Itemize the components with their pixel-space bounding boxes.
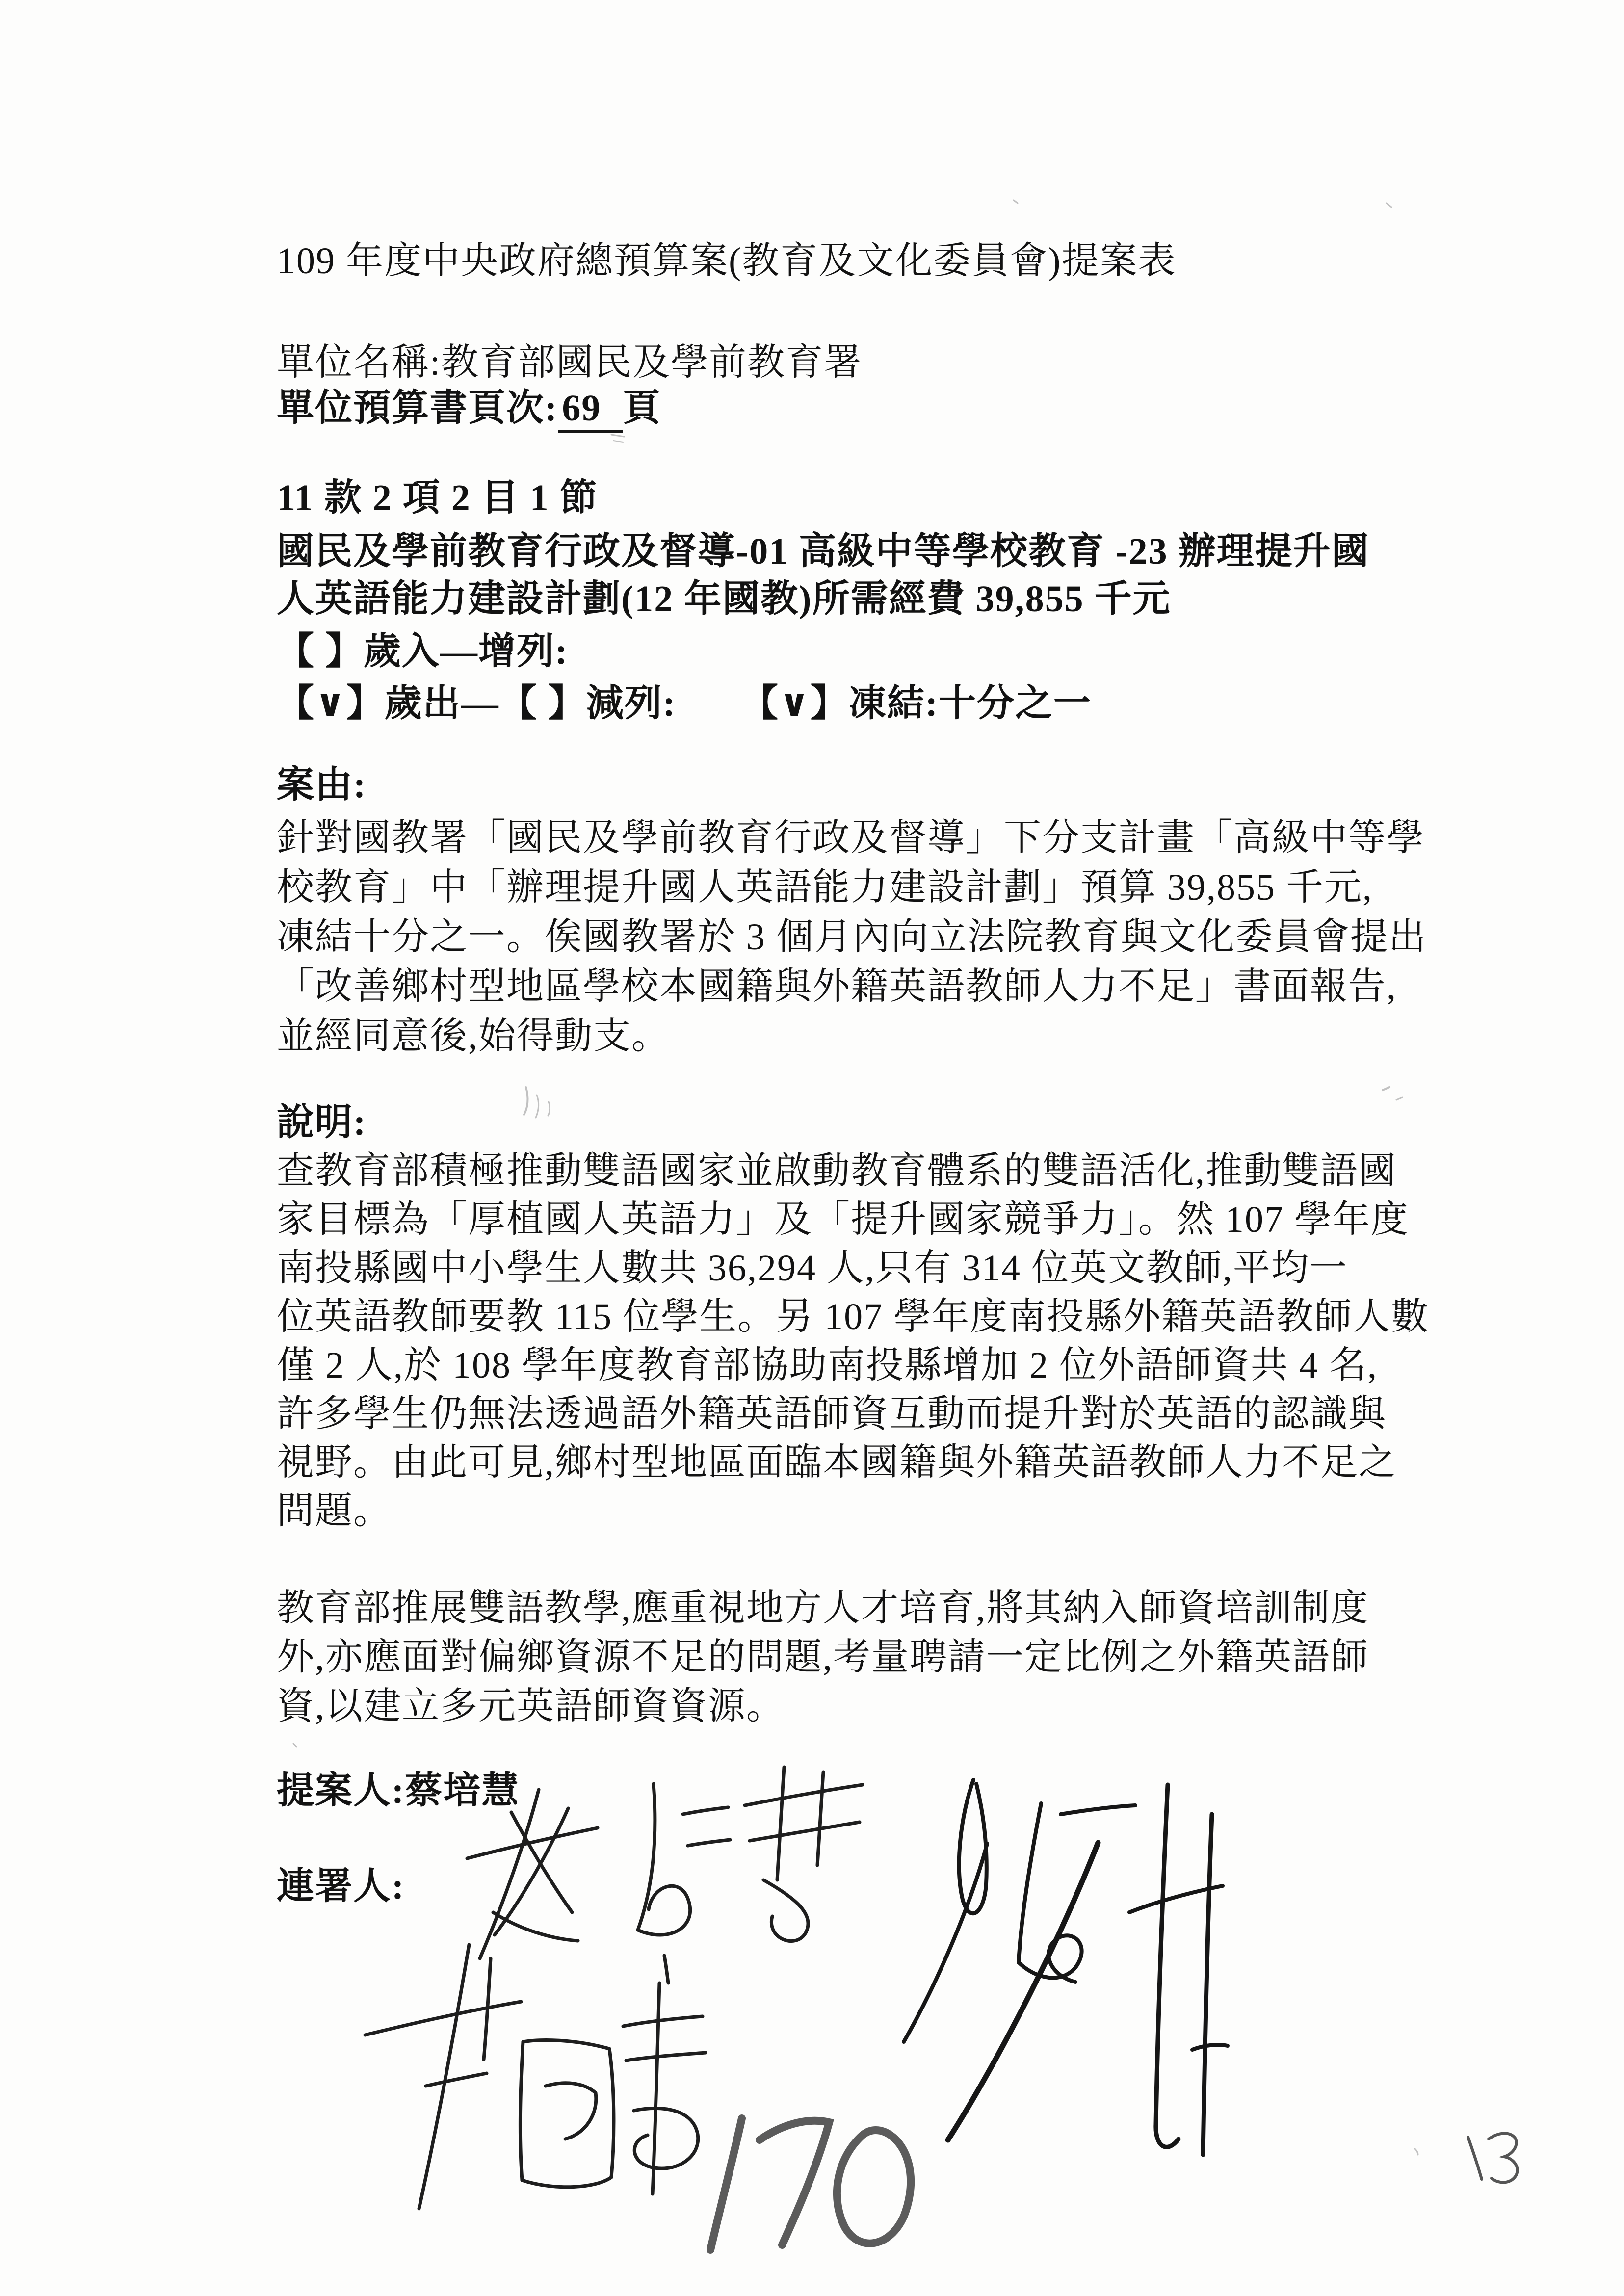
text-line: 校教育」中「辦理提升國人英語能力建設計劃」預算 39,855 千元, — [277, 867, 1373, 908]
text-line: 僅 2 人,於 108 學年度教育部協助南投縣增加 2 位外語師資共 4 名, — [277, 1345, 1378, 1386]
handwritten-corner-mark-13-icon — [1468, 2133, 1518, 2182]
signature-proposer-handwritten — [467, 1767, 863, 1958]
text-line: 針對國教署「國民及學前教育行政及督導」下分支計畫「高級中等學 — [277, 817, 1425, 859]
document-title: 109 年度中央政府總預算案(教育及文化委員會)提案表 — [277, 240, 1177, 282]
budget-book-page-line — [277, 381, 661, 435]
budget-clause-line-2: 國民及學前教育行政及督導-01 高級中等學校教育 -23 辦理提升國 — [277, 531, 1370, 572]
proposer-line: 提案人:蔡培慧 — [277, 1770, 520, 1811]
text-line: 家目標為「厚植國人英語力」及「提升國家競爭力」。然 107 學年度 — [277, 1199, 1409, 1240]
description-paragraph-1 — [277, 1147, 1429, 1536]
budget-clause-line-1: 11 款 2 項 2 目 1 節 — [277, 477, 598, 519]
budget-clause-line-3: 人英語能力建設計劃(12 年國教)所需經費 39,855 千元 — [277, 578, 1171, 620]
checkbox-freeze: 【∨】凍結:十分之一 — [741, 683, 1092, 724]
cosigner-label: 連署人: — [277, 1866, 405, 1907]
signature-cosigner-2-handwritten — [365, 1945, 706, 2209]
text-line: 外,亦應面對偏鄉資源不足的問題,考量聘請一定比例之外籍英語師 — [277, 1637, 1369, 1678]
signature-cosigner-1-handwritten — [904, 1780, 1228, 2155]
text-line: 資,以建立多元英語師資資源。 — [277, 1686, 785, 1727]
text-line: 查教育部積極推動雙語國家並啟動教育體系的雙語活化,推動雙語國 — [277, 1150, 1397, 1192]
case-heading: 案由: — [277, 764, 367, 806]
budget-book-page-number: 69 — [558, 388, 623, 433]
text-line: 「改善鄉村型地區學校本國籍與外籍英語教師人力不足」書面報告, — [277, 966, 1397, 1007]
text-line: 問題。 — [277, 1490, 392, 1532]
checkbox-expenditure-freeze-line — [277, 677, 1092, 731]
text-line: 位英語教師要教 115 位學生。另 107 學年度南投縣外籍英語教師人數 — [277, 1296, 1430, 1337]
checkbox-revenue-line: 【 】歲入—增列: — [277, 631, 569, 672]
text-line: 許多學生仍無法透過語外籍英語師資互動而提升對於英語的認識與 — [277, 1393, 1387, 1435]
handwritten-number-170-icon — [710, 2118, 911, 2250]
text-line: 南投縣國中小學生人數共 36,294 人,只有 314 位英文教師,平均一 — [277, 1248, 1348, 1289]
budget-book-page-label: 單位預算書頁次: — [277, 388, 558, 429]
description-paragraph-2 — [277, 1584, 1369, 1731]
unit-name-line: 單位名稱:教育部國民及學前教育署 — [277, 342, 863, 383]
text-line: 教育部推展雙語教學,應重視地方人才培育,將其納入師資培訓制度 — [277, 1588, 1369, 1629]
case-paragraph — [277, 813, 1427, 1061]
budget-book-page-suffix: 頁 — [623, 388, 661, 429]
description-heading: 說明: — [277, 1102, 367, 1143]
text-line: 並經同意後,始得動支。 — [277, 1016, 670, 1057]
text-line: 凍結十分之一。俟國教署於 3 個月內向立法院教育與文化委員會提出 — [277, 916, 1427, 958]
text-line: 視野。由此可見,鄉村型地區面臨本國籍與外籍英語教師人力不足之 — [277, 1442, 1397, 1483]
checkbox-expenditure: 【∨】歲出—【 】減列: — [277, 683, 677, 724]
